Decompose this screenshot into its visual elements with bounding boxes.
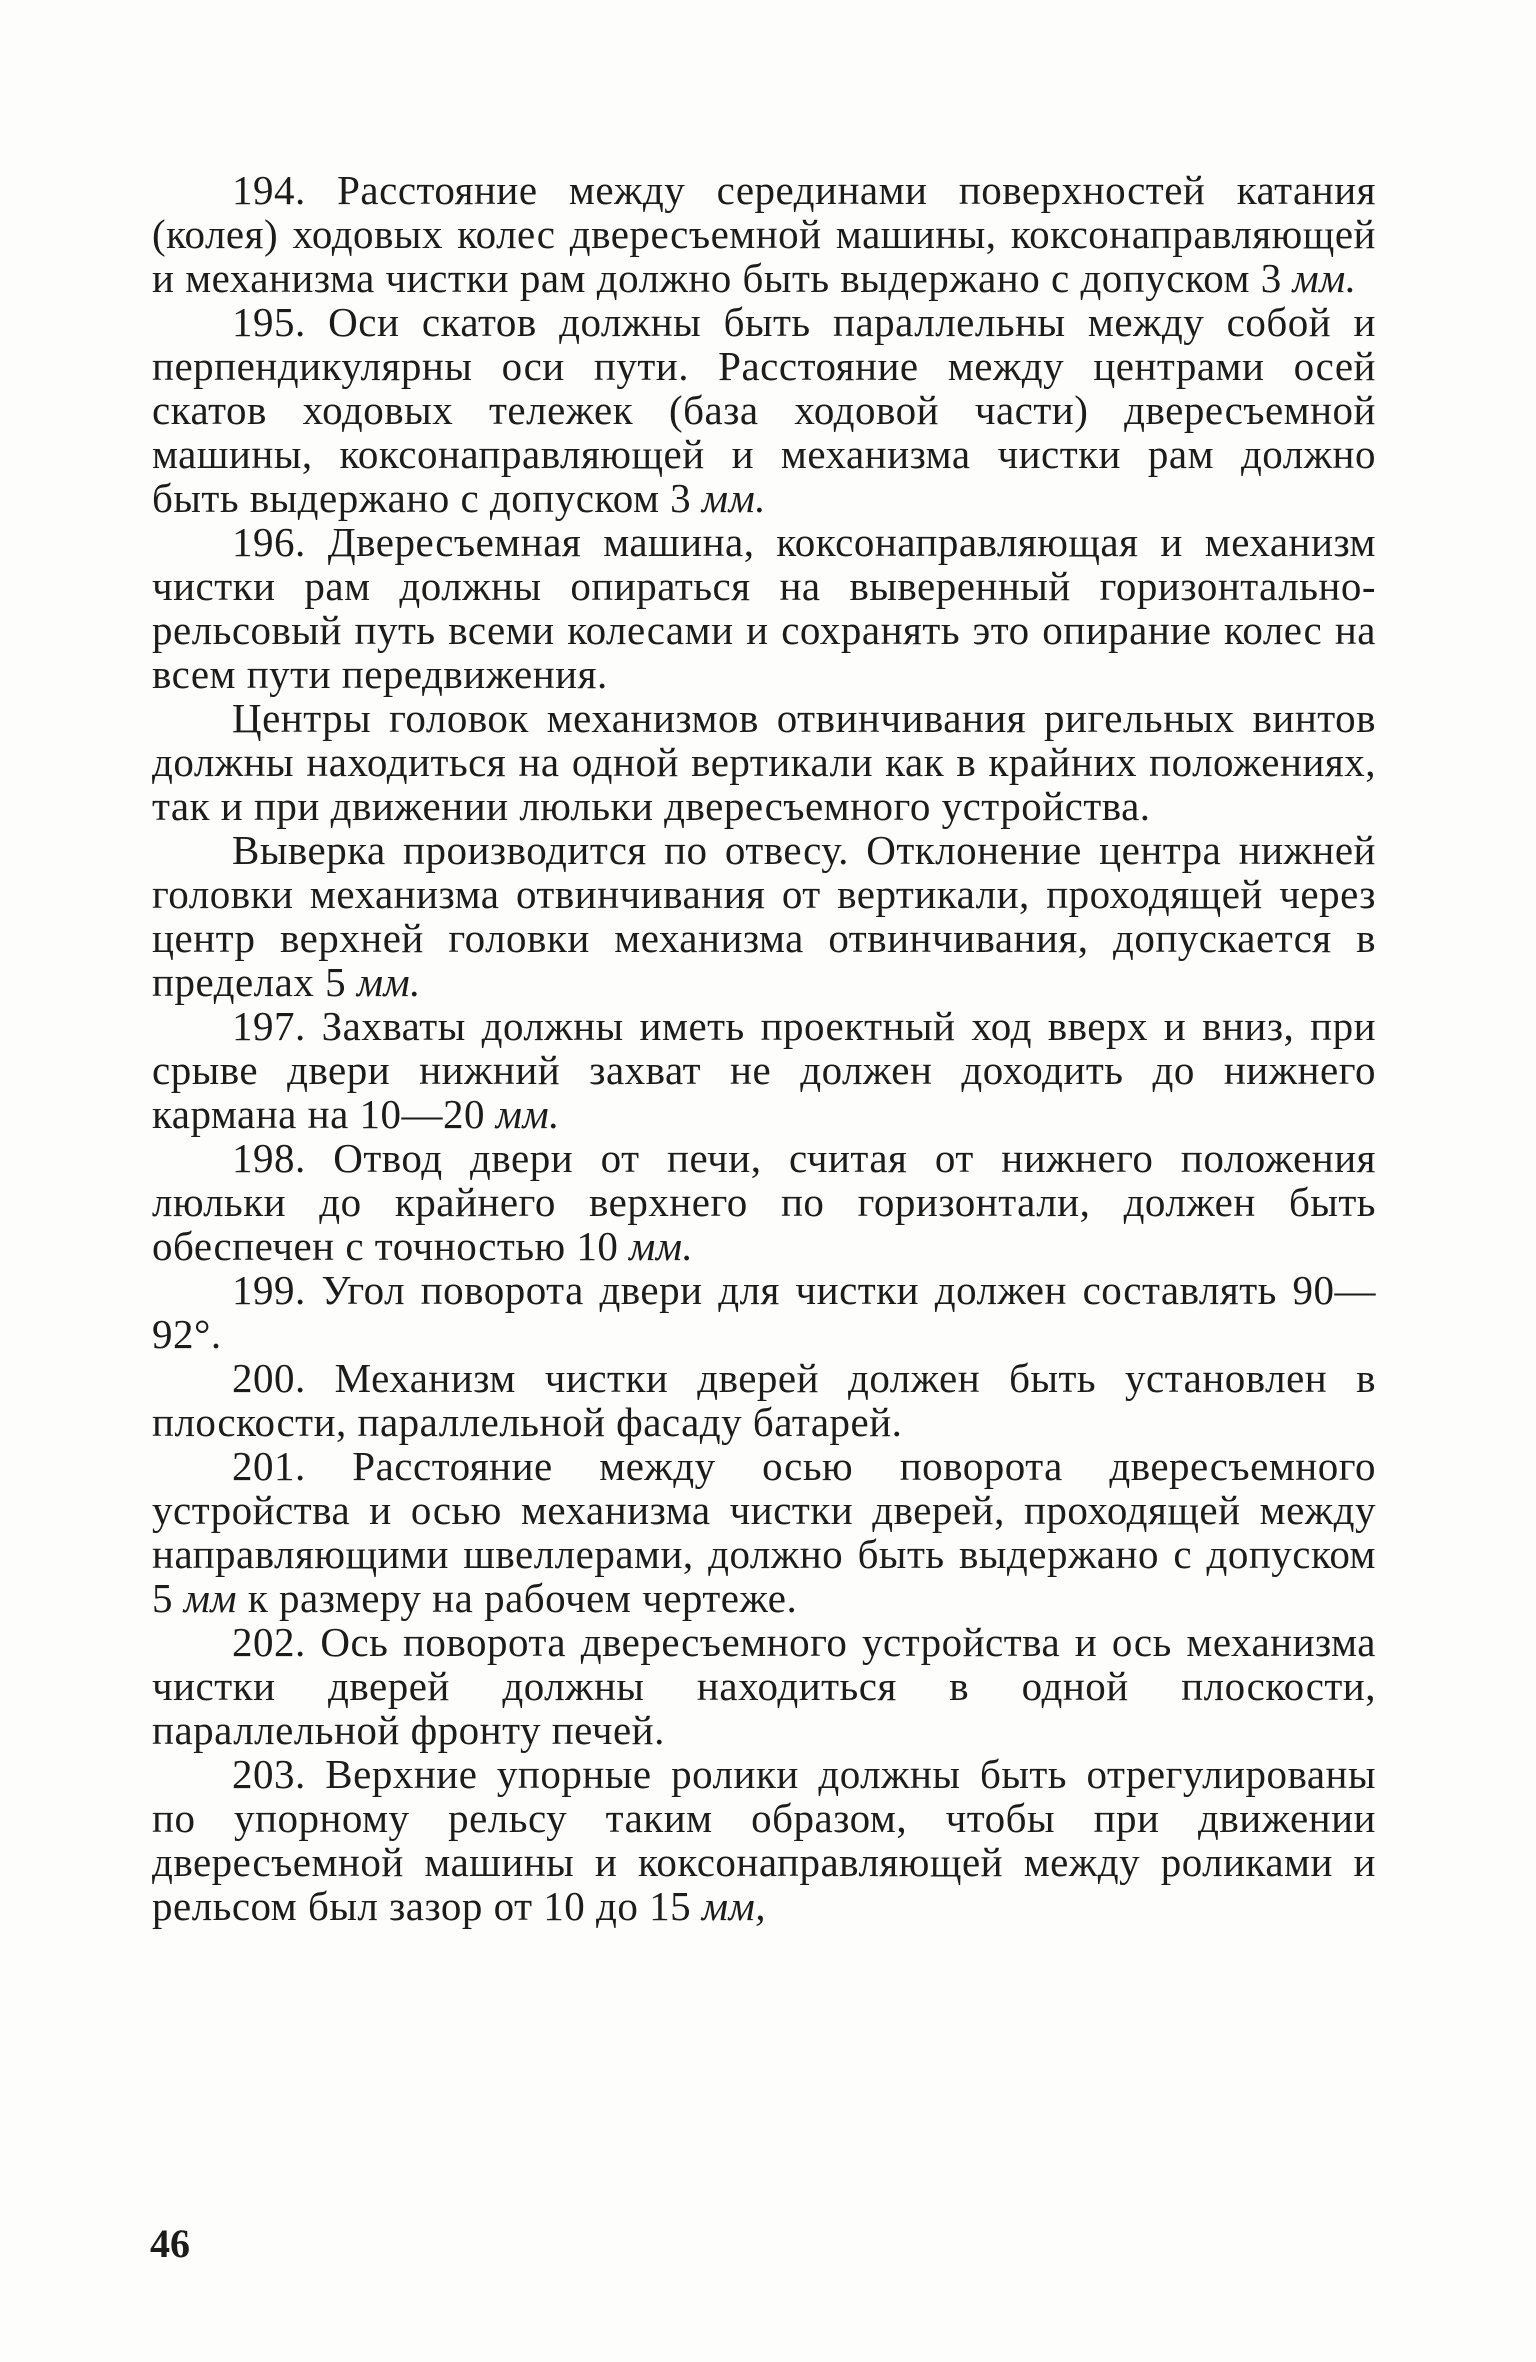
unit-label: мм, (701, 1883, 767, 1929)
paragraph-number: 195. (232, 299, 306, 345)
paragraph-197 (152, 1004, 1376, 1136)
paragraph-198 (152, 1136, 1376, 1268)
paragraph-194 (152, 168, 1376, 300)
unit-label: мм. (701, 475, 766, 521)
paragraph-text: Оси скатов должны быть параллельны между собой и перпендикулярны оси пути. Расстояние между центрами осей скатов ходовых тележек (база ходовой части) двересъемной машины, коксонаправляющей и механизма чистки рам должно быть выдержано с допуском 3 (152, 299, 1376, 521)
paragraph-201 (152, 1444, 1376, 1620)
paragraph-text: Захваты должны иметь проектный ход вверх и вниз, при срыве двери нижний захват не должен доходить до нижнего кармана на 10—20 (152, 1003, 1377, 1137)
paragraph-200 (152, 1356, 1376, 1444)
unit-label: мм. (356, 959, 421, 1005)
paragraph-number: 201. (232, 1443, 306, 1489)
body-text (152, 168, 1376, 1928)
unit-label: мм. (1292, 255, 1357, 301)
paragraph-195 (152, 300, 1376, 520)
paragraph-number: 198. (232, 1135, 306, 1181)
paragraph-text: Выверка производится по отвесу. Отклонение центра нижней головки механизма отвинчивания от вертикали, проходящей через центр верхней головки механизма отвинчивания, допускается в пределах 5 (152, 827, 1376, 1005)
paragraph-text: Расстояние между серединами поверхностей катания (колея) ходовых колес двересъемной машины, коксонаправляющей и механизма чистки рам должно быть выдержано с допуском 3 (152, 167, 1376, 301)
paragraph-text: Отвод двери от печи, считая от нижнего положения люльки до крайнего верхнего по горизонтали, должен быть обеспечен с точностью 10 (152, 1135, 1377, 1269)
paragraph-text: Ось поворота двересъемного устройства и ось механизма чистки дверей должны находиться в одной плоскости, параллельной фронту печей. (152, 1619, 1376, 1753)
paragraph-text: Центры головок механизмов отвинчивания ригельных винтов должны находиться на одной вертикали как в крайних положениях, так и при движении люльки двересъемного устройства. (152, 695, 1376, 829)
paragraph-number: 203. (232, 1751, 306, 1797)
paragraph-196-centers (152, 696, 1376, 828)
paragraph-number: 197. (232, 1003, 306, 1049)
paragraph-text-tail: к размеру на рабочем чертеже. (237, 1575, 798, 1621)
paragraph-text: Расстояние между осью поворота двересъемного устройства и осью механизма чистки дверей, проходящей между направляющими швеллерами, должно быть выдержано с допуском 5 (152, 1443, 1377, 1621)
paragraph-text: Угол поворота двери для чистки должен составлять 90—92°. (152, 1267, 1377, 1357)
unit-label: мм. (495, 1091, 560, 1137)
paragraph-number: 202. (232, 1619, 306, 1665)
paragraph-number: 194. (232, 167, 306, 213)
page-number: 46 (150, 2221, 190, 2266)
unit-label: мм (183, 1575, 238, 1621)
paragraph-196 (152, 520, 1376, 696)
paragraph-199 (152, 1268, 1376, 1356)
unit-label: мм. (629, 1223, 694, 1269)
paragraph-number: 200. (232, 1355, 306, 1401)
paragraph-text: Верхние упорные ролики должны быть отрегулированы по упорному рельсу таким образом, чтобы при движении двересъемной машины и коксонаправляющей между роликами и рельсом был зазор от 10 до 15 (152, 1751, 1376, 1929)
paragraph-202 (152, 1620, 1376, 1752)
paragraph-196-check (152, 828, 1376, 1004)
paragraph-number: 199. (232, 1267, 306, 1313)
paragraph-number: 196. (232, 519, 306, 565)
paragraph-text: Двересъемная машина, коксонаправляющая и механизм чистки рам должны опираться на выверенный горизонтально-рельсовый путь всеми колесами и сохранять это опирание колес на всем пути передвижения. (152, 519, 1377, 697)
paragraph-203 (152, 1752, 1376, 1928)
paragraph-text: Механизм чистки дверей должен быть установлен в плоскости, параллельной фасаду батарей. (152, 1355, 1376, 1445)
